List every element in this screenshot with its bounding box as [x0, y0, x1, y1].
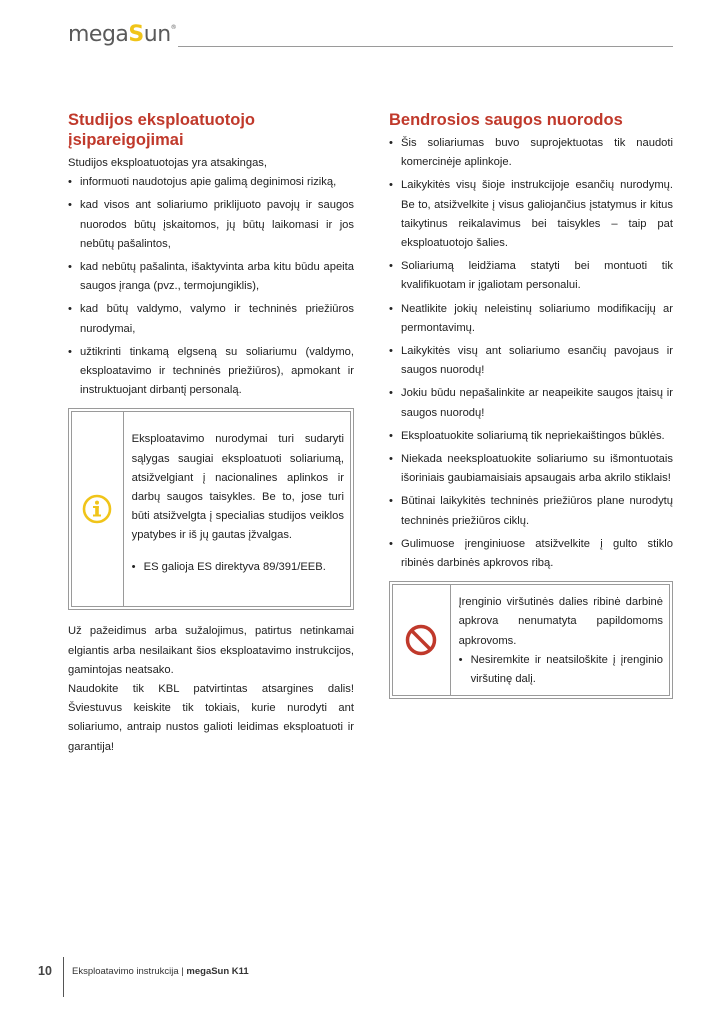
liability-paragraph: Už pažeidimus arba sužalojimus, patirtus netinkamai elgiantis arba nesilaikant šios eksploatavimo instrukcijos, gamintojas neatsako.: [68, 625, 354, 676]
list-item: • Nesiremkite ir neatsiloškite į įrenginio viršutinę dalį.: [458, 653, 663, 686]
list-item: • kad būtų valdymo, valymo ir techninės priežiūros nurodymai,: [68, 303, 354, 335]
left-section-title: Studijos eksploatuotojo įsipareigojimai: [68, 111, 256, 149]
list-item: • kad nebūtų pašalinta, išaktyvinta arba kitu būdu apeita saugos įranga (pvz., termojungiklis),: [68, 261, 354, 293]
logo-text-mega: mega: [68, 22, 129, 47]
page-number: 10: [38, 964, 52, 978]
header-divider: [178, 46, 673, 47]
list-item: • kad visos ant soliariumo priklijuoto pavojų ir saugos nuorodos būtų įskaitomos, jų būtų laikomasi ir jos nebūtų pašalintos,: [68, 199, 354, 250]
list-item: • Niekada neeksploatuokite soliariumo su išmontuotais išoriniais gaubiamaisiais apsaugais arba akrilo stiklais!: [389, 453, 673, 485]
brand-logo: [68, 22, 176, 47]
list-item: • Soliariumą leidžiama statyti bei montuoti tik kvalifikuotam ir įgaliotam personalui.: [389, 260, 673, 292]
prohibition-icon-cell: [393, 585, 451, 695]
info-notice-text: Eksploatavimo nurodymai turi sudaryti sąlygas saugiai eksploatuoti soliariumą, atsižvelgiant į nacionalines aplinkos ir darbų saugos taisykles. Be to, jose turi būti atsižvelgta į specialias studijos veiklos ypatybes ir iš jų gautas įžvalgas.: [131, 433, 344, 542]
list-item: • Neatlikite jokių neleistinų soliariumo modifikacijų ar permontavimų.: [389, 302, 673, 334]
list-item: • informuoti naudotojus apie galimą deginimosi riziką,: [68, 176, 337, 189]
list-item: • Laikykitės visų ant soliariumo esančių pavojaus ir saugos nuorodų!: [389, 345, 673, 377]
footer-product-name: megaSun K11: [186, 966, 249, 977]
info-notice-box: [68, 408, 354, 610]
footer-divider: [63, 957, 64, 997]
spare-parts-paragraph: Naudokite tik KBL patvirtintas atsargines dalis! Šviestuvus keiskite tik tokiais, kurie nurodyti ant soliariumo, antraip nustos galioti leidimas eksploatuoti ir garantija!: [68, 683, 354, 753]
list-item: • Šis soliariumas buvo suprojektuotas tik naudoti komercinėje aplinkoje.: [389, 137, 673, 169]
list-item: • Eksploatuokite soliariumą tik nepriekaištingos būklės.: [389, 429, 665, 442]
info-notice-list: [132, 558, 344, 577]
logo-text-s: S: [128, 22, 144, 47]
list-item: • Gulimuose įrenginiuose atsižvelkite į gulto stiklo ribinės darbinės apkrovos ribą.: [389, 537, 673, 570]
logo-registered-mark: ®: [170, 24, 177, 31]
footer-doc-label: Eksploatavimo instrukcija |: [72, 966, 187, 977]
right-column: [389, 110, 673, 699]
right-section-title: Bendrosios saugos nuorodos: [389, 111, 623, 129]
list-item: • užtikrinti tinkamą elgseną su soliariumu (valdymo, eksploatavimo ir techninės priežiūros), apmokant ir instruktuojant dirbantį personalą.: [68, 345, 354, 397]
list-item: • Jokiu būdu nepašalinkite ar neapeikite saugos įtaisų ir saugos nuorodų!: [389, 387, 673, 419]
logo-text-un: un: [143, 22, 171, 47]
prohibition-notice-text: Įrenginio viršutinės dalies ribinė darbinė apkrova nenumatyta papildomoms apkrovoms.: [458, 596, 663, 647]
left-column: [68, 110, 354, 757]
list-item: • Laikykitės visų šioje instrukcijoje esančių nurodymų. Be to, atsižvelkite į visus galiojančius įstatymus ir kitus taikytinus reikalavimus bei taisykles – taip pat eksploatuotojo šalies.: [389, 179, 673, 250]
info-icon: [82, 494, 112, 524]
list-item: • ES galioja ES direktyva 89/391/EEB.: [131, 560, 326, 573]
right-bullet-list: [389, 134, 673, 573]
prohibition-icon: [405, 624, 437, 656]
prohibition-notice-box: [389, 581, 673, 699]
prohibition-notice-list: [459, 651, 663, 689]
left-intro: Studijos eksploatuotojas yra atsakingas,: [68, 157, 268, 169]
info-icon-cell: [72, 412, 124, 606]
left-bullet-list: [68, 173, 354, 400]
list-item: • Būtinai laikykitės techninės priežiūros plane nurodytų techninės priežiūros ciklų.: [389, 495, 673, 527]
footer-doc-title: [72, 966, 249, 977]
